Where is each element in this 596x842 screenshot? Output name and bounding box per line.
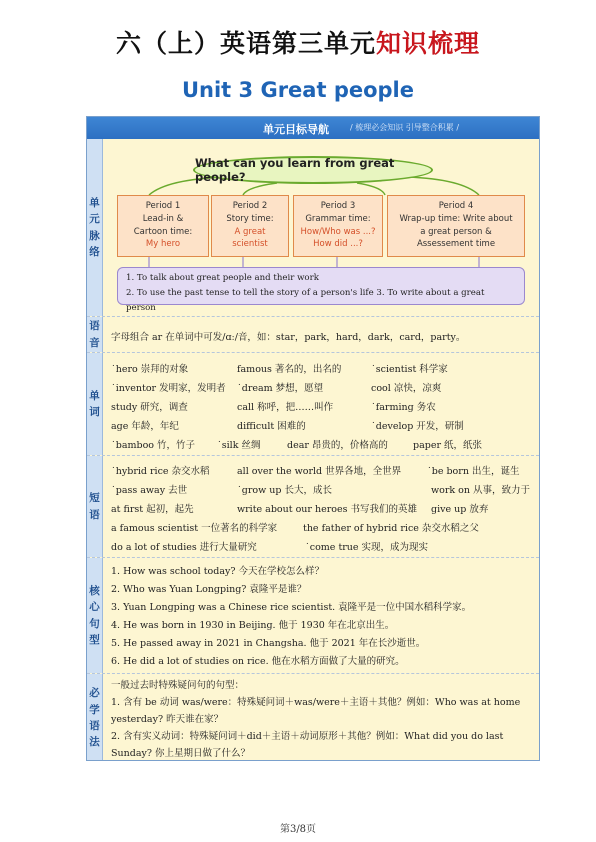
- side-label-guide: 单 元 脉 络: [87, 139, 103, 316]
- phrase-item: write about our heroes 书写我们的英雄: [237, 504, 418, 515]
- goal-line: 1. To talk about great people and their work: [126, 273, 319, 283]
- vocab-item: call 称呼，把……叫作: [237, 402, 334, 413]
- grammar-line: 1. 含有 be 动词 was/were：特殊疑问词＋was/were＋主语＋其他？例如：Who was at home: [111, 697, 521, 708]
- side-label-phonics: 语 音: [87, 317, 103, 352]
- card-header-note: / 梳理必会知识 引导整合积累 /: [350, 123, 460, 132]
- grammar-line: Sunday? 你上星期日做了什么？: [111, 748, 250, 759]
- vocab-item: ˙inventor 发明家，发明者: [111, 383, 226, 394]
- side-label-sentences: 核 心 句 型: [87, 558, 103, 673]
- page-title-main: 六（上）英语第三单元: [115, 29, 376, 58]
- vocab-item: ˙hero 崇拜的对象: [111, 364, 189, 375]
- vocab-item: paper 纸，纸张: [413, 440, 483, 451]
- grammar-line: 一般过去时特殊疑问句的句型：: [111, 680, 245, 691]
- vocab-item: ˙develop 开发，研制: [371, 421, 464, 432]
- goal-line: 2. To use the past tense to tell the story of a person's life 3. To write about a great person: [126, 288, 485, 314]
- knowledge-card: [86, 116, 540, 761]
- phrase-item: ˙grow up 长大，成长: [237, 485, 332, 496]
- vocab-item: ˙bamboo 竹，竹子: [111, 440, 196, 451]
- side-label-grammar: 必 学 语 法: [87, 674, 103, 761]
- unit-title: Unit 3 Great people: [181, 78, 414, 102]
- sentence-item: 2. Who was Yuan Longping? 袁隆平是谁？: [111, 584, 307, 595]
- sentence-item: 3. Yuan Longping was a Chinese rice scientist. 袁隆平是一位中国水稻科学家。: [111, 602, 472, 613]
- phrase-item: ˙come true 实现，成为现实: [305, 542, 429, 553]
- vocab-item: ˙dream 梦想，愿望: [237, 383, 324, 394]
- phrase-item: ˙hybrid rice 杂交水稻: [111, 466, 210, 477]
- phrase-item: all over the world 世界各地，全世界: [237, 466, 402, 477]
- vocab-item: dear 昂贵的，价格高的: [287, 440, 388, 451]
- vocab-item: age 年龄，年纪: [111, 421, 179, 432]
- side-label-vocab: 单 词: [87, 353, 103, 455]
- guide-question-bubble: What can you learn from great people?: [193, 156, 433, 184]
- page-title-highlight: 知识梳理: [376, 29, 481, 58]
- vocab-item: study 研究，调查: [111, 402, 188, 413]
- grammar-line: yesterday? 昨天谁在家？: [111, 714, 224, 725]
- phrase-item: ˙pass away 去世: [111, 485, 188, 496]
- period-2-box: Period 2 Story time: A great scientist: [211, 195, 289, 257]
- period-1-box: Period 1 Lead-in & Cartoon time: My hero: [117, 195, 209, 257]
- page-number: 第3/8页: [279, 824, 317, 835]
- vocab-item: ˙scientist 科学家: [371, 364, 448, 375]
- phrase-item: work on 从事，致力于: [431, 485, 531, 496]
- phrase-item: give up 放弃: [431, 504, 489, 515]
- unit-goals-box: [117, 267, 525, 314]
- vocab-item: cool 凉快，凉爽: [371, 383, 442, 394]
- page-title: [0, 24, 596, 60]
- phrase-item: the father of hybrid rice 杂交水稻之父: [303, 523, 479, 534]
- sentence-item: 6. He did a lot of studies on rice. 他在水稻方面做了大量的研究。: [111, 656, 405, 667]
- sentence-item: 1. How was school today? 今天在学校怎么样？: [111, 566, 325, 577]
- vocab-item: famous 著名的，出名的: [237, 364, 342, 375]
- period-3-box: Period 3 Grammar time: How/Who was ...? How did ...?: [293, 195, 383, 257]
- phrase-item: a famous scientist 一位著名的科学家: [111, 523, 278, 534]
- vocab-item: difficult 困难的: [237, 421, 306, 432]
- phonics-rule: 字母组合 ar 在单词中可发/ɑː/音，如：star，park，hard，dark，card，party。: [111, 332, 466, 343]
- vocab-item: ˙silk 丝绸: [217, 440, 261, 451]
- card-header-title: 单元目标导航: [263, 123, 329, 136]
- period-4-box: Period 4 Wrap-up time: Write about a great person & Assessement time: [387, 195, 525, 257]
- phrase-item: do a lot of studies 进行大量研究: [111, 542, 257, 553]
- grammar-line: 2. 含有实义动词：特殊疑问词＋did＋主语＋动词原形＋其他？例如：What did you do last: [111, 731, 504, 742]
- sentence-item: 5. He passed away in 2021 in Changsha. 他于 2021 年在长沙逝世。: [111, 638, 426, 649]
- side-label-phrases: 短 语: [87, 456, 103, 557]
- vocab-item: ˙farming 务农: [371, 402, 436, 413]
- phrase-item: ˙be born 出生，诞生: [427, 466, 520, 477]
- sentence-item: 4. He was born in 1930 in Beijing. 他于 1930 年在北京出生。: [111, 620, 395, 631]
- phrase-item: at first 起初，起先: [111, 504, 194, 515]
